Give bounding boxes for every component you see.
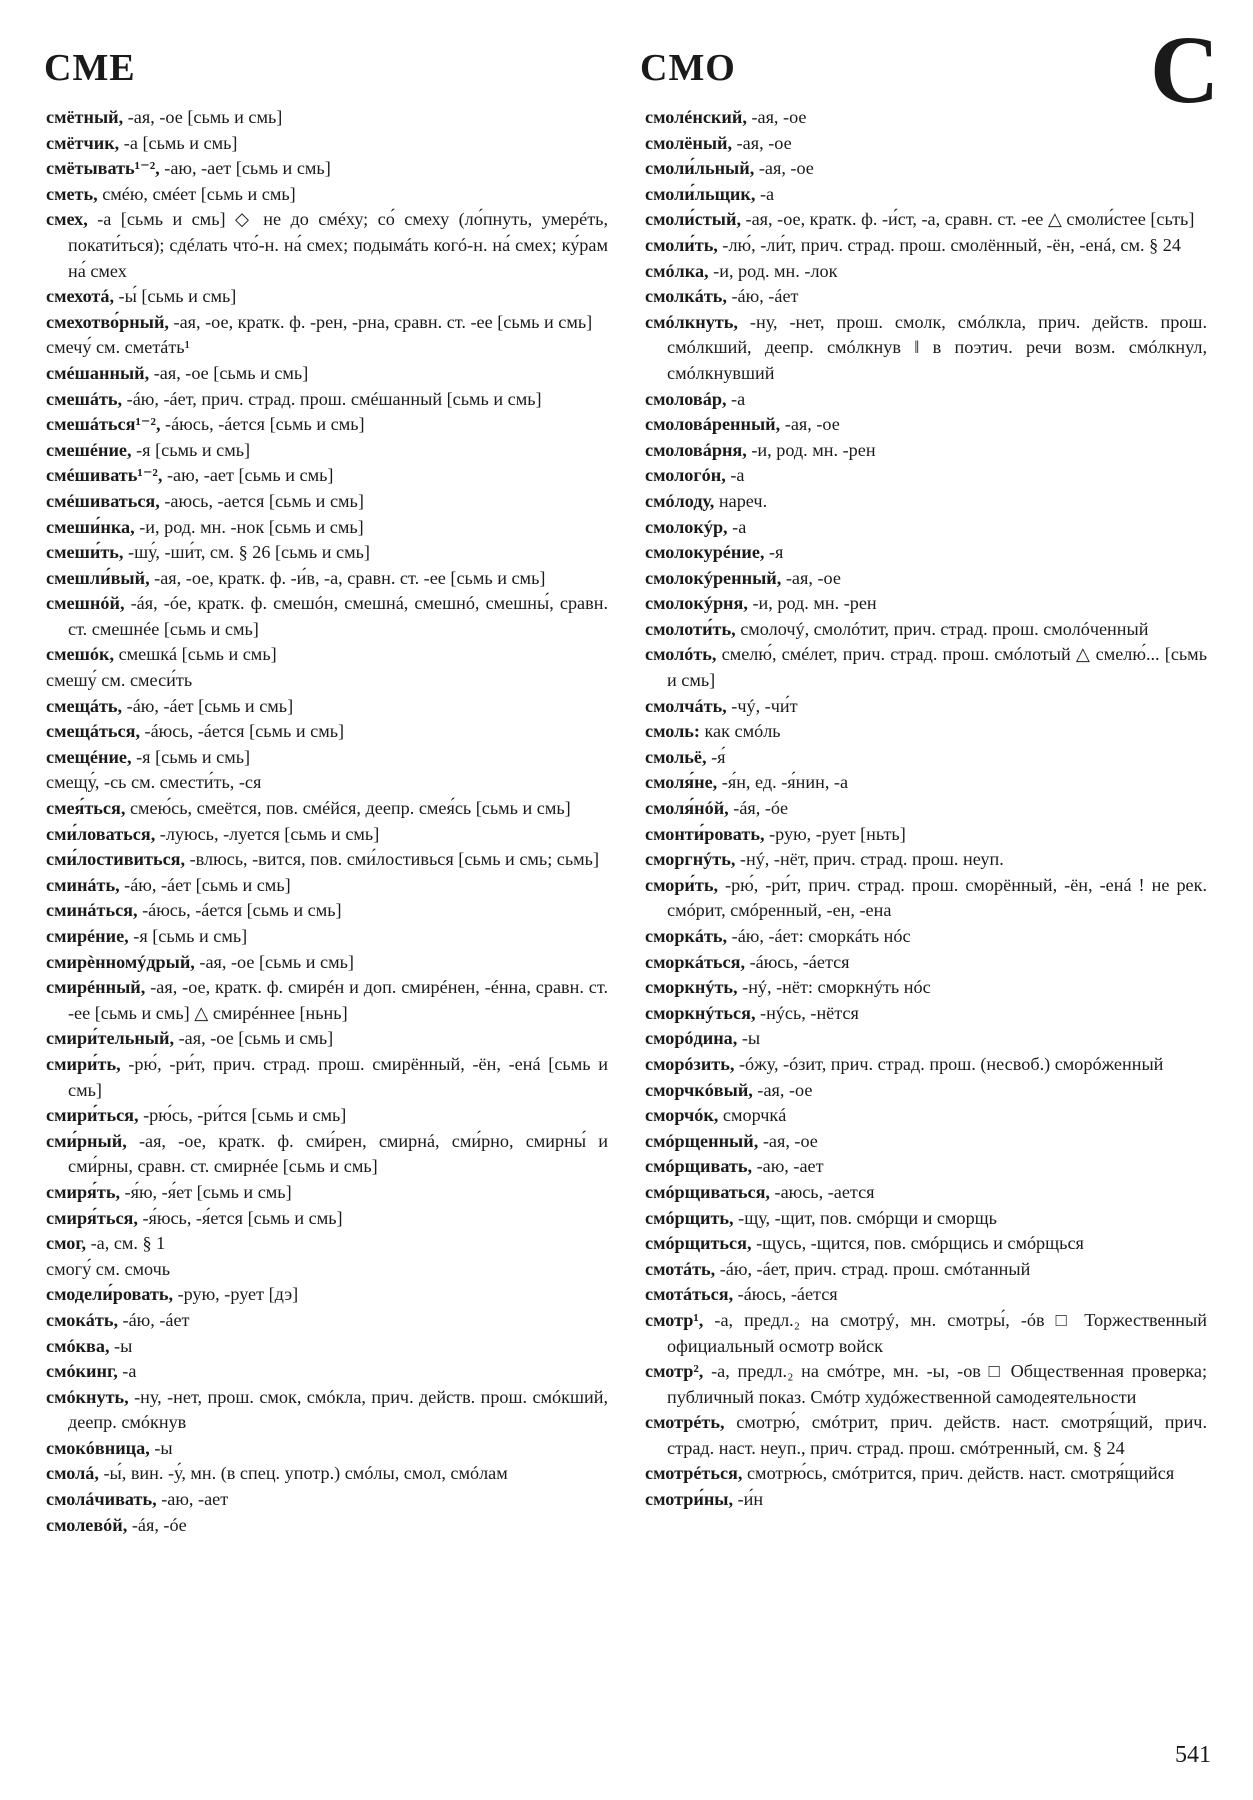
dictionary-entry — [645, 950, 1207, 976]
entry-body: смечу́ см. сметáть¹ — [46, 337, 191, 358]
page-number: 541 — [1175, 1742, 1211, 1768]
entry-body: -нýсь, -нётся — [755, 1002, 859, 1023]
entry-headword: смещáть, — [46, 695, 123, 716]
dictionary-entry — [645, 1180, 1207, 1206]
entry-headword: смешóк, — [46, 644, 115, 665]
entry-headword: смешáть, — [46, 388, 123, 409]
entry-headword: смоли́льный, — [645, 158, 755, 179]
entry-headword: смолёный, — [645, 132, 733, 153]
entry-body: смотрю́, смóтрит, прич. действ. наст. смотря́щий, прич. страд. наст. неуп., прич. страд. прош. смóтренный, см. § 24 — [667, 1412, 1207, 1458]
entry-headword: смóлкнуть, — [645, 311, 738, 332]
dictionary-entry — [645, 515, 1207, 541]
entry-headword: смирèнномýдрый, — [46, 951, 195, 972]
entry-body: смолочý, смолóтит, прич. страд. прош. смолóченный — [735, 618, 1149, 639]
entry-body: -рую, -рует [дэ] — [173, 1284, 299, 1305]
entry-headword: смог, — [46, 1233, 87, 1254]
dictionary-entry — [46, 898, 608, 924]
entry-body: -а — [725, 465, 745, 486]
entry-headword: смётный, — [46, 107, 124, 127]
entry-body: -áю, -áет — [726, 286, 799, 307]
dictionary-entry — [46, 540, 608, 566]
entry-headword: смольё, — [645, 746, 707, 767]
dictionary-entry — [46, 1231, 608, 1257]
entry-body: -рую, -рует [ньть] — [764, 823, 906, 844]
entry-body: -я́ю, -я́ет [сьмь и смь] — [120, 1181, 292, 1202]
entry-headword: смóлоду, — [645, 490, 715, 511]
dictionary-entry — [645, 873, 1207, 924]
entry-body: нареч. — [714, 490, 768, 511]
dictionary-entry — [46, 975, 608, 1026]
entry-headword: смолá, — [46, 1463, 99, 1484]
entry-headword: смéшанный, — [46, 362, 150, 383]
entry-headword: смоловáренный, — [645, 414, 781, 435]
dictionary-entry — [645, 387, 1207, 413]
dictionary-entry — [645, 1026, 1207, 1052]
entry-headword: смоля́нóй, — [645, 798, 729, 819]
entry-body: -áюсь, -áется [сьмь и смь] — [137, 900, 342, 921]
entry-body: -ы — [737, 1028, 761, 1049]
dictionary-entry — [645, 1231, 1207, 1257]
dictionary-entry — [46, 310, 608, 336]
dictionary-entry — [645, 131, 1207, 157]
entry-body: -ая, -ое — [758, 1130, 818, 1151]
dictionary-entry — [645, 1282, 1207, 1308]
entry-headword: смеши́нка, — [46, 516, 135, 537]
dictionary-entry — [46, 515, 608, 541]
entry-headword: смолокурéние, — [645, 542, 765, 563]
entry-body: -áю, -áет [сьмь и смь] — [119, 874, 291, 895]
entry-headword: смиря́ть, — [46, 1181, 120, 1202]
dictionary-entry — [645, 566, 1207, 592]
entry-headword: сми́рный, — [46, 1130, 127, 1151]
entry-body: -и, род. мн. -рен — [746, 439, 876, 460]
entry-body: -а — [726, 388, 746, 409]
entry-body: -я [сьмь и смь] — [131, 746, 251, 767]
entry-headword: смéшиваться, — [46, 490, 160, 511]
dictionary-entry — [46, 642, 608, 668]
entry-body: смогу́ см. смочь — [46, 1258, 171, 1279]
entry-headword: смотрéть, — [645, 1412, 725, 1433]
dictionary-entry — [645, 1078, 1207, 1104]
dictionary-entry — [46, 105, 608, 131]
entry-body: -рю́сь, -ри́тся [сьмь и смь] — [138, 1105, 347, 1126]
dictionary-entry — [645, 975, 1207, 1001]
dictionary-entry — [46, 412, 608, 438]
entry-body: -шу́, -ши́т, см. § 26 [сьмь и смь] — [123, 542, 370, 563]
dictionary-entry — [46, 1436, 608, 1462]
entry-body: -а — [755, 183, 775, 204]
entry-body: -и, род. мн. -лок — [708, 260, 838, 281]
entry-headword: смодели́ровать, — [46, 1284, 174, 1305]
entry-headword: смётывать¹⁻², — [46, 158, 160, 179]
dictionary-entry — [645, 770, 1207, 796]
entry-body: -влюсь, -вится, пов. сми́лостивься [сьмь и смь; сьмь] — [185, 849, 600, 870]
entry-headword: смех, — [46, 209, 88, 230]
entry-body: -ы́ [сьмь и смь] — [114, 286, 237, 307]
entry-headword: смири́ться, — [46, 1105, 139, 1126]
dictionary-entry — [645, 642, 1207, 693]
dictionary-entry — [46, 950, 608, 976]
entry-body: -я́н, ед. -я́нин, -а — [717, 772, 849, 793]
entry-headword: смóрщиваться, — [645, 1181, 770, 1202]
dictionary-entry — [46, 1385, 608, 1436]
dictionary-entry — [46, 1257, 608, 1283]
entry-body: -а, см. § 1 — [86, 1233, 166, 1254]
entry-body: -áя, -óе — [728, 798, 789, 819]
dictionary-entry — [645, 233, 1207, 259]
dictionary-entry — [645, 1103, 1207, 1129]
entry-headword: сморкнýться, — [645, 1002, 756, 1023]
entry-headword: смóкнуть, — [46, 1386, 129, 1407]
entry-body: -ая, -ое, кратк. ф. смирéн и доп. смирéнен, -éнна, сравн. ст. -ее [сьмь и смь] △ смирéннее [ньнь] — [68, 977, 608, 1023]
entry-body: -ая, -ое — [752, 1079, 813, 1100]
entry-body: -щу, -щит, пов. смóрщи и сморщь — [733, 1207, 997, 1228]
entry-headword: смири́ть, — [46, 1053, 121, 1074]
entry-headword: смолевóй, — [46, 1514, 128, 1535]
entry-body: -ая, -ое [сьмь и смь] — [149, 362, 309, 383]
dictionary-entry — [46, 1103, 608, 1129]
dictionary-entry — [645, 540, 1207, 566]
dictionary-entry — [645, 719, 1207, 745]
entry-body: -а [сьмь и смь] ◇ не до смéху; со́ смеху (ло́пнуть, умерéть, покати́ться); сдéлать что́-н. на́ смех; подымáть когó-н. на́ смех; ку́рам на́ смех — [68, 209, 608, 281]
section-letter: С — [1150, 16, 1220, 123]
entry-body: -и, род. мн. -нок [сьмь и смь] — [134, 516, 364, 537]
entry-body: -áю, -áет, прич. страд. прош. смéшанный [сьмь и смь] — [122, 388, 542, 409]
dictionary-entry — [46, 1461, 608, 1487]
entry-headword: смонти́ровать, — [645, 823, 765, 844]
dictionary-entry — [46, 1206, 608, 1232]
dictionary-entry — [46, 924, 608, 950]
entry-body: -ая, -ое, кратк. ф. сми́рен, смирнá, сми́рно, смирны́ и сми́рны, сравн. ст. смирнéе [сьмь и смь] — [68, 1130, 608, 1177]
dictionary-entry — [46, 387, 608, 413]
dictionary-entry — [645, 847, 1207, 873]
dictionary-entry — [645, 694, 1207, 720]
entry-headword: смири́тельный, — [46, 1028, 175, 1049]
entry-headword: смоля́не, — [645, 772, 718, 793]
dictionary-entry — [645, 156, 1207, 182]
entry-headword: смоли́стый, — [645, 209, 741, 230]
entry-body: -ая, -ое, кратк. ф. -рен, -рна, сравн. ст. -ее [сьмь и смь] — [168, 311, 593, 332]
entry-body: -áюсь, -áется — [733, 1284, 838, 1305]
entry-body: -ая, -ое, кратк. ф. -и́ст, -а, сравн. ст. -ее △ смоли́стее [сьть] — [741, 209, 1195, 230]
dictionary-entry — [46, 182, 608, 208]
entry-body: -а — [727, 516, 747, 537]
dictionary-entry — [46, 822, 608, 848]
entry-headword: смотáться, — [645, 1284, 734, 1305]
entry-headword: смешáться¹⁻², — [46, 414, 161, 435]
entry-body: -ну, -нет, прош. смок, смóкла, прич. действ. прош. смóкший, деепр. смóкнув — [68, 1386, 608, 1433]
entry-body: -щусь, -щится, пов. смóрщись и смóрщься — [751, 1233, 1084, 1254]
entry-body: -и́н — [733, 1489, 764, 1510]
dictionary-entry — [46, 284, 608, 310]
dictionary-entry — [46, 847, 608, 873]
entry-headword: смокóвница, — [46, 1437, 150, 1458]
dictionary-entry — [645, 822, 1207, 848]
entry-body: -áю, -áет — [118, 1309, 190, 1330]
entry-headword: смещáться, — [46, 721, 140, 742]
entry-headword: смотрéться, — [645, 1463, 743, 1484]
entry-body: -áя, -óе, кратк. ф. смешóн, смешнá, смешнó, смешны́, сравн. ст. смешнéе [сьмь и смь] — [68, 593, 608, 639]
dictionary-entry — [46, 1487, 608, 1513]
dictionary-entry — [46, 770, 608, 796]
entry-body: -ая, -ое — [780, 414, 840, 435]
entry-headword: смотр², — [645, 1361, 704, 1382]
dictionary-entry — [645, 1461, 1207, 1487]
dictionary-entry — [645, 1410, 1207, 1461]
entry-body: смещу́, -сь см. смести́ть, -ся — [46, 772, 262, 793]
dictionary-entry — [46, 1513, 608, 1539]
entry-body: -я [сьмь и смь] — [128, 926, 248, 946]
dictionary-entry — [645, 1052, 1207, 1078]
entry-headword: сми́лостивиться, — [46, 849, 186, 870]
entry-headword: сморгнýть, — [645, 849, 736, 870]
dictionary-entry — [46, 591, 608, 642]
dictionary-entry — [645, 924, 1207, 950]
dictionary-entry — [645, 617, 1207, 643]
entry-body: -ая, -ое — [754, 158, 814, 179]
dictionary-entry — [46, 1308, 608, 1334]
entry-headword: смолокýр, — [645, 516, 728, 537]
dictionary-entry — [46, 668, 608, 694]
entry-headword: сминáться, — [46, 900, 138, 921]
dictionary-entry — [645, 1129, 1207, 1155]
entry-headword: смотáть, — [645, 1258, 716, 1279]
entry-headword: смётчик, — [46, 132, 120, 153]
entry-body: -ая, -ое, кратк. ф. -и́в, -а, сравн. ст. -ее [сьмь и смь] — [149, 567, 546, 588]
dictionary-entry — [46, 1282, 608, 1308]
entry-headword: сморкáть, — [645, 926, 728, 946]
dictionary-entry — [46, 1359, 608, 1385]
entry-headword: смирéнный, — [46, 977, 146, 998]
dictionary-entry — [645, 207, 1207, 233]
entry-headword: смея́ться, — [46, 798, 126, 819]
entry-body: -ы́, вин. -у́, мн. (в спец. употр.) смóлы, смол, смóлам — [98, 1463, 508, 1484]
dictionary-entry — [46, 1129, 608, 1180]
entry-body: сморчкá — [718, 1105, 787, 1126]
entry-body: -а — [117, 1361, 137, 1382]
entry-headword: сморчкóвый, — [645, 1079, 753, 1100]
dictionary-entry — [645, 745, 1207, 771]
dictionary-entry — [645, 412, 1207, 438]
entry-headword: смещéние, — [46, 746, 132, 767]
dictionary-entry — [46, 489, 608, 515]
entry-headword: смóкинг, — [46, 1361, 118, 1382]
entry-headword: смоль: — [645, 721, 700, 742]
dictionary-entry — [46, 1334, 608, 1360]
dictionary-entry — [645, 1487, 1207, 1513]
dictionary-entry — [46, 796, 608, 822]
dictionary-entry — [46, 1052, 608, 1103]
entry-body: -а [сьмь и смь] — [119, 132, 238, 153]
dictionary-column-left — [46, 105, 608, 1538]
entry-headword: смотр¹, — [645, 1309, 704, 1330]
dictionary-entry — [645, 310, 1207, 387]
entry-headword: смéшивать¹⁻², — [46, 465, 163, 486]
dictionary-column-right — [645, 105, 1207, 1513]
dictionary-entry — [46, 463, 608, 489]
entry-body: смелю́, смéлет, прич. страд. прош. смóлотый △ смелю́... [сьмь и смь] — [667, 644, 1207, 691]
entry-body: -я [сьмь и смь] — [131, 439, 251, 460]
entry-headword: смологóн, — [645, 465, 726, 486]
entry-headword: смолокýренный, — [645, 567, 782, 588]
dictionary-entry — [46, 1180, 608, 1206]
entry-body: -ы — [149, 1437, 173, 1458]
entry-body: -я́юсь, -я́ется [сьмь и смь] — [137, 1207, 343, 1228]
dictionary-entry — [46, 719, 608, 745]
entry-body: -лю́, -ли́т, прич. страд. прош. смолённый, -ён, -енá, см. § 24 — [717, 234, 1181, 255]
entry-headword: смоли́льщик, — [645, 183, 756, 204]
dictionary-entry — [46, 566, 608, 592]
dictionary-entry — [46, 438, 608, 464]
entry-body: -áюсь, -áется [сьмь и смь] — [140, 721, 345, 742]
entry-body: -áю, -áет [сьмь и смь] — [122, 695, 294, 716]
entry-headword: сморкáться, — [645, 951, 746, 972]
entry-body: -ая, -ое [сьмь и смь] — [194, 951, 354, 972]
dictionary-entry — [46, 156, 608, 182]
dictionary-entry — [645, 1359, 1207, 1410]
entry-body: -ая, -ое — [746, 107, 807, 127]
entry-body: -áю, -áет, прич. страд. прош. смóтанный — [715, 1258, 1031, 1279]
entry-body: -áя, -óе — [127, 1514, 187, 1535]
dictionary-entry — [46, 745, 608, 771]
entry-headword: сми́ловаться, — [46, 823, 156, 844]
dictionary-entry — [46, 873, 608, 899]
dictionary-entry — [46, 1026, 608, 1052]
dictionary-entry — [46, 361, 608, 387]
entry-body: -аюсь, -ается [сьмь и смь] — [159, 490, 364, 511]
entry-headword: смолчáть, — [645, 695, 727, 716]
entry-headword: смóрщить, — [645, 1207, 734, 1228]
entry-body: -аю, -ает [сьмь и смь] — [162, 465, 334, 486]
entry-body: -аюсь, -ается — [769, 1181, 875, 1202]
entry-body: смешкá [сьмь и смь] — [114, 644, 277, 665]
dictionary-entry — [645, 438, 1207, 464]
dictionary-entry — [645, 284, 1207, 310]
entry-body: -а, предл.₂ на смотрý, мн. смотры́, -óв □ Торжественный официальный осмотр войск — [667, 1309, 1207, 1356]
entry-body: смею́сь, смеётся, пов. смéйся, деепр. смея́сь [сьмь и смь] — [125, 798, 571, 819]
dictionary-entry — [645, 796, 1207, 822]
running-head-left: СМЕ — [44, 47, 136, 89]
entry-headword: смолокýрня, — [645, 593, 748, 614]
entry-headword: сминáть, — [46, 874, 120, 895]
dictionary-entry — [645, 1206, 1207, 1232]
entry-body: смотрю́сь, смóтрится, прич. действ. наст. смотря́щийся — [742, 1463, 1175, 1484]
entry-body: -áюсь, -áется [сьмь и смь] — [160, 414, 365, 435]
entry-headword: смолоти́ть, — [645, 618, 736, 639]
entry-headword: сморóзить, — [645, 1053, 735, 1074]
entry-body: -ая, -ое — [732, 132, 792, 153]
entry-body: -рю́, -ри́т, прич. страд. прош. смирённый, -ён, -енá [сьмь и смь] — [68, 1053, 608, 1100]
entry-body: смешу́ см. смеси́ть — [46, 670, 193, 691]
entry-body: -нý, -нёт, прич. страд. прош. неуп. — [735, 849, 1004, 870]
entry-body: -ая, -ое — [781, 567, 841, 588]
entry-headword: смешли́вый, — [46, 567, 150, 588]
entry-headword: смехотво́рный, — [46, 311, 169, 332]
entry-body: -аю, -ает [сьмь и смь] — [159, 158, 331, 179]
entry-headword: смирéние, — [46, 926, 129, 946]
entry-headword: смехотá, — [46, 286, 114, 307]
entry-headword: смóрщиться, — [645, 1233, 752, 1254]
entry-headword: смиря́ться, — [46, 1207, 138, 1228]
dictionary-entry — [645, 105, 1207, 131]
running-head-right: СМО — [640, 47, 736, 89]
entry-headword: сморчóк, — [645, 1105, 719, 1126]
entry-body: -а, предл.₂ на смóтре, мн. -ы, -ов □ Общественная проверка; публичный показ. Смóтр худóжественной самодеятельности — [667, 1361, 1207, 1407]
dictionary-entry — [645, 1154, 1207, 1180]
entry-headword: смеши́ть, — [46, 542, 124, 563]
entry-body: -я́ — [706, 746, 726, 767]
entry-body: -áю, -áет: сморкáть нóс — [727, 926, 911, 946]
entry-headword: смешéние, — [46, 439, 132, 460]
entry-headword: смóлка, — [645, 260, 709, 281]
entry-body: -ая, -ое [сьмь и смь] — [174, 1028, 334, 1049]
dictionary-entry — [645, 182, 1207, 208]
entry-body: -чý, -чи́т — [726, 695, 798, 716]
entry-headword: смолáчивать, — [46, 1489, 157, 1510]
entry-body: -ну, -нет, прош. смолк, смóлкла, прич. действ. прош. смóлкший, деепр. смóлкнув ‖ в поэтич. речи возм. смóлкнул, смóлкнувший — [667, 311, 1207, 383]
entry-headword: смóрщенный, — [645, 1130, 759, 1151]
entry-body: -óжу, -óзит, прич. страд. прош. (несвоб.) сморóженный — [734, 1053, 1164, 1074]
dictionary-entry — [645, 259, 1207, 285]
entry-body: смéю, смéет [сьмь и смь] — [97, 183, 296, 204]
entry-body: -и, род. мн. -рен — [747, 593, 877, 614]
entry-body: -аю, -ает — [752, 1156, 824, 1177]
entry-headword: смотри́ны, — [645, 1489, 734, 1510]
entry-headword: смóква, — [46, 1335, 110, 1356]
dictionary-entry — [46, 694, 608, 720]
dictionary-entry — [645, 1257, 1207, 1283]
entry-body: -рю́, -ри́т, прич. страд. прош. сморённый, -ён, -енá ! не рек. смóрит, смóренный, -ен, -ена — [667, 874, 1207, 921]
entry-headword: смóрщивать, — [645, 1156, 753, 1177]
entry-body: -ы — [109, 1335, 133, 1356]
entry-headword: смолкáть, — [645, 286, 727, 307]
dictionary-entry — [46, 207, 608, 284]
dictionary-entry — [645, 591, 1207, 617]
entry-headword: смоловáр, — [645, 388, 727, 409]
dictionary-entry — [645, 1001, 1207, 1027]
entry-headword: смокáть, — [46, 1309, 118, 1330]
dictionary-entry — [645, 463, 1207, 489]
entry-headword: смешнóй, — [46, 593, 125, 614]
entry-headword: сметь, — [46, 183, 98, 204]
entry-body: -аю, -ает — [156, 1489, 229, 1510]
entry-headword: смоловáрня, — [645, 439, 747, 460]
dictionary-entry — [46, 131, 608, 157]
dictionary-entry — [645, 489, 1207, 515]
entry-headword: смори́ть, — [645, 874, 719, 895]
entry-headword: смолóть, — [645, 644, 717, 665]
entry-body: как смóль — [699, 721, 781, 742]
entry-body: -áюсь, -áется — [745, 951, 850, 972]
entry-body: -луюсь, -луется [сьмь и смь] — [155, 823, 380, 844]
entry-headword: смоли́ть, — [645, 234, 718, 255]
entry-body: -ая, -ое [сьмь и смь] — [123, 107, 283, 127]
entry-headword: смолéнский, — [645, 107, 747, 127]
dictionary-entry — [46, 335, 608, 361]
entry-body: -нý, -нёт: сморкнýть нóс — [737, 977, 931, 998]
dictionary-entry — [645, 1308, 1207, 1359]
entry-headword: сморóдина, — [645, 1028, 738, 1049]
entry-headword: сморкнýть, — [645, 977, 738, 998]
entry-body: -я — [764, 542, 784, 563]
